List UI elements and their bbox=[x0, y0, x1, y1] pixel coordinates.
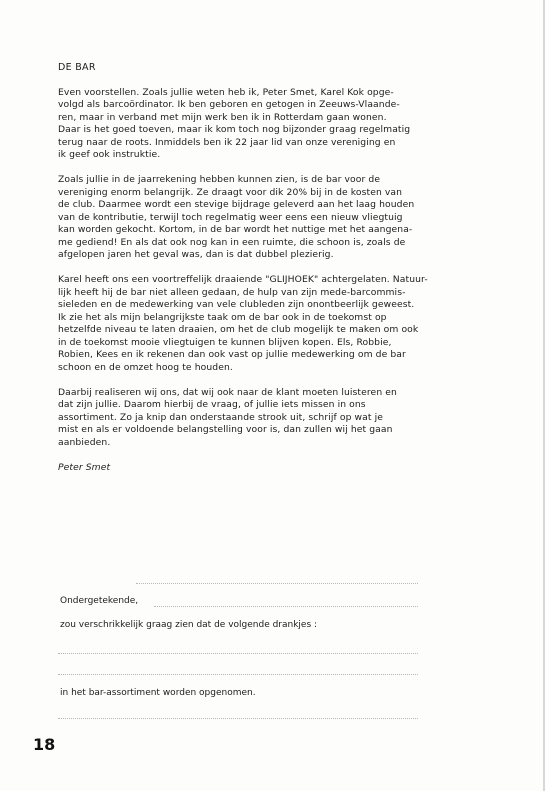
paragraph-bar-importance: Zoals jullie in de jaarrekening hebben kunnen zien, is de bar voor de vereniging enorm belangrijk. Ze draagt voor dik 20% bij in de kosten van de club. Daarmee wordt een stevige bijdrage geleverd aan het laag houden van de kontributie, terwijl toch regelmatig weer eens een nieuw vliegtuig kan worden gekocht. Kortom, in de bar wordt het nuttige met het aangena- me gediend! En als dat ook nog kan in een ruimte, die schoon is, zoals de afgelopen jaren het geval was, dan is dat dubbel plezierig. bbox=[58, 174, 415, 260]
signature: Peter Smet bbox=[58, 461, 111, 473]
article bbox=[58, 62, 510, 474]
dotted-line-top[interactable] bbox=[136, 583, 418, 584]
drinks-field-line-2[interactable] bbox=[58, 674, 418, 675]
paragraph-assortment-request: Daarbij realiseren wij ons, dat wij ook naar de klant moeten luisteren en dat zijn jullie. Daarom hierbij de vraag, of jullie iets missen in ons assortiment. Zo ja knip dan onderstaande strook uit, schrijf op wat je mist en als er voldoende belangstelling voor is, dan zullen wij het gaan aanbieden. bbox=[58, 386, 397, 448]
undersigned-label: Ondergetekende, bbox=[60, 596, 139, 606]
assortment-label: in het bar-assortiment worden opgenomen. bbox=[60, 688, 256, 698]
page-number: 18 bbox=[33, 735, 56, 754]
article-heading: DE BAR bbox=[58, 62, 96, 73]
paragraph-introduction: Even voorstellen. Zoals jullie weten heb ik, Peter Smet, Karel Kok opge- volgd als barcoördinator. Ik ben geboren en getogen in Zeeuws-Vlaande- ren, maar in verband met mijn werk ben ik in Rotterdam gaan wonen. Daar is het goed toeven, maar ik kom toch nog bijzonder graag regelmatig terug naar de roots. Inmiddels ben ik 22 jaar lid van onze vereniging en ik geef ook instruktie. bbox=[58, 86, 411, 160]
drinks-field-line-1[interactable] bbox=[58, 653, 418, 654]
name-field-line[interactable] bbox=[154, 606, 418, 607]
dotted-line-bottom[interactable] bbox=[58, 718, 418, 719]
request-label: zou verschrikkelijk graag zien dat de volgende drankjes : bbox=[60, 620, 318, 630]
paragraph-glijhoek: Karel heeft ons een voortreffelijk draaiende "GLIJHOEK" achtergelaten. Natuur- lijk heeft hij de bar niet alleen gedaan, de hulp van zijn mede-barcommis- sieleden en de medewerking van vele clubleden zijn onontbeerlijk geweest. Ik zie het als mijn belangrijkste taak om de bar ook in de toekomst op hetzelfde niveau te laten draaien, om het de club mogelijk te maken om ook in de toekomst mooie vliegtuigen te kunnen blijven kopen. Els, Robbie, Robien, Kees en ik rekenen dan ook vast op jullie medewerking om de bar schoon en de omzet hoog te houden. bbox=[58, 274, 428, 373]
